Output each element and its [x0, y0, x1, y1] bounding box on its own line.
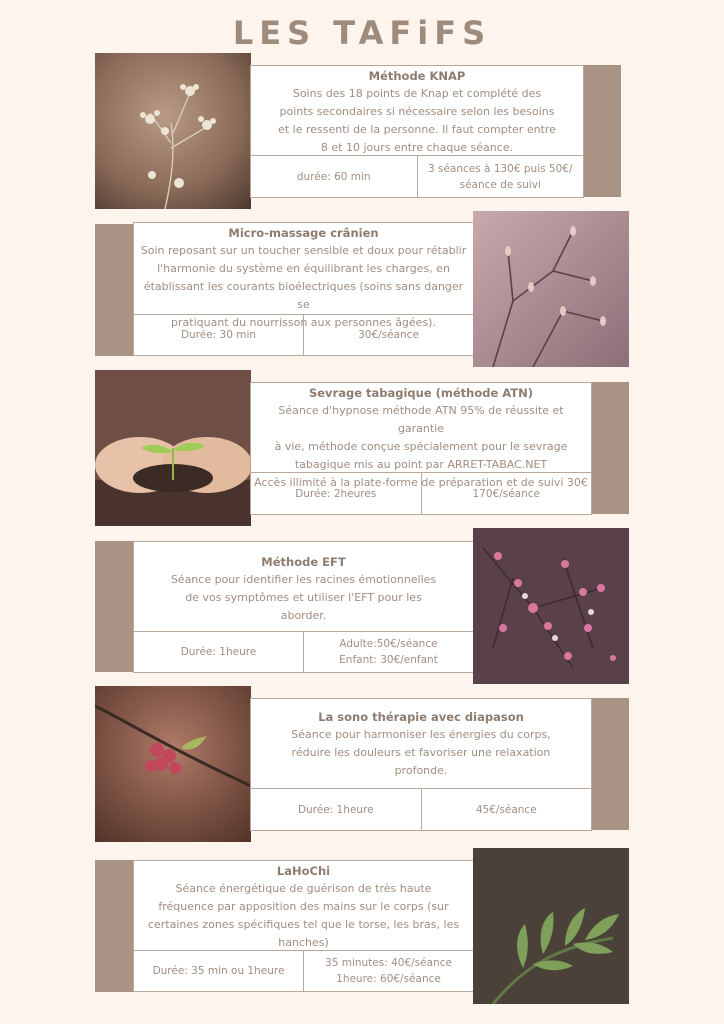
service-card-knap [250, 65, 584, 198]
hands-sprout-photo [95, 370, 251, 526]
service-card-lahochi [133, 860, 474, 992]
service-card-sono [250, 698, 592, 831]
decorative-band [591, 698, 629, 830]
red-buds-photo [95, 686, 251, 842]
service-duration: Durée: 1heure [180, 646, 257, 658]
budding-branch-photo [473, 211, 629, 367]
service-price: Adulte:50€/séance Enfant: 30€/enfant [303, 632, 473, 672]
service-price: 170€/séance [421, 473, 592, 514]
service-description: Séance pour harmoniser les énergies du corps, réduire les douleurs et favoriser une relaxation profonde. [291, 728, 551, 777]
service-card-eft [133, 541, 474, 673]
service-price: 45€/séance [421, 789, 592, 830]
service-price: 3 séances à 130€ puis 50€/ séance de suivi [417, 156, 584, 197]
decorative-band [95, 224, 133, 356]
service-duration: Durée: 30 min [180, 329, 257, 341]
service-price: 30€/séance [303, 315, 473, 355]
service-title: Sevrage tabagique (méthode ATN) [308, 386, 534, 400]
service-description: Séance d'hypnose méthode ATN 95% de réussite et garantie à vie, méthode conçue spécialement pour le sevrage tabagique mis au point par ARRET-TABAC.NET Accès illimité à la plate-forme de préparation et de suivi 30€ [254, 404, 588, 489]
service-card-sevrage [250, 382, 592, 515]
service-title: LaHoChi [276, 864, 331, 878]
decorative-band [95, 541, 133, 672]
decorative-band [583, 65, 621, 197]
service-duration: durée: 60 min [296, 170, 371, 183]
service-description: Soin reposant sur un toucher sensible et doux pour rétablir l'harmonie du système en équilibrant les charges, en établissant les courants bioélectriques (soins sans danger se pratiquant du nourrisson aux personnes âgées). [140, 244, 467, 329]
service-duration: Durée: 1heure [297, 803, 374, 816]
service-description: Soins des 18 points de Knap et complété des points secondaires si nécessaire selon les besoins et le ressenti de la personne. Il faut compter entre 8 et 10 jours entre chaque séance. [278, 87, 556, 154]
service-duration: Durée: 2heures [295, 487, 377, 500]
service-description: Séance énergétique de guérison de très haute fréquence par apposition des mains sur le corps (sur certaines zones spécifiques tel que le torse, les bras, les hanches) [147, 882, 460, 949]
service-title: La sono thérapie avec diapason [318, 710, 524, 724]
service-description: Séance pour identifier les racines émotionnelles de vos symptômes et utiliser l'EFT pour les aborder. [170, 573, 437, 622]
service-title: Micro-massage crânien [228, 226, 379, 240]
decorative-band [95, 860, 133, 992]
green-leaves-photo [473, 848, 629, 1004]
service-title: Méthode KNAP [368, 69, 466, 83]
page-title: LES TAFiFS [232, 14, 492, 52]
decorative-band [591, 382, 629, 514]
pink-blossom-photo [473, 528, 629, 684]
service-duration: Durée: 35 min ou 1heure [152, 965, 285, 977]
service-card-micro-massage [133, 222, 474, 356]
service-price: 35 minutes: 40€/séance 1heure: 60€/séance [303, 951, 473, 991]
service-title: Méthode EFT [261, 555, 346, 569]
dried-flower-photo [95, 53, 251, 209]
